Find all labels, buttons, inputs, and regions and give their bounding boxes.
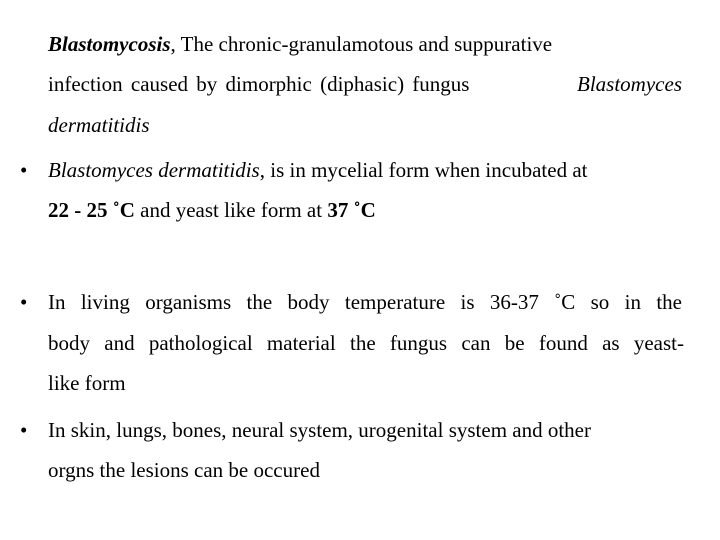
bullet-2-line-3: like form — [48, 371, 126, 395]
bullet-3-line-2: orgns the lesions can be occured — [48, 458, 320, 482]
bullet-1-line-1 — [48, 158, 587, 182]
intro-line-3-species: dermatitidis — [48, 113, 150, 137]
intro-line-2-text: infection caused by dimorphic (diphasic) fungus — [48, 72, 470, 96]
intro-line-1 — [48, 32, 552, 56]
bullet-2-marker: • — [20, 290, 28, 314]
bullet-3-marker: • — [20, 418, 28, 442]
bullet-1-temp-2: 37 ˚C — [327, 198, 376, 222]
bullet-1-line-1-text: , is in mycelial form when incubated at — [259, 158, 588, 182]
bullet-1-line-2-text: and yeast like form at — [134, 198, 328, 222]
intro-term: Blastomycosis — [48, 32, 171, 56]
bullet-3-line-1: In skin, lungs, bones, neural system, urogenital system and other — [48, 418, 591, 442]
bullet-1-line-2 — [48, 198, 376, 222]
intro-line-1-text: , The chronic-granulamotous and suppurative — [170, 32, 553, 56]
bullet-1-marker: • — [20, 158, 28, 182]
intro-line-2-species: Blastomyces — [577, 72, 682, 96]
bullet-1-temp-1: 22 - 25 ˚C — [48, 198, 135, 222]
bullet-2-line-2: body and pathological material the fungus can be found as yeast- — [48, 331, 684, 355]
intro-line-2 — [48, 72, 682, 96]
bullet-1-species: Blastomyces dermatitidis — [48, 158, 260, 182]
bullet-2-line-1: In living organisms the body temperature is 36-37 ˚C so in the — [48, 290, 682, 314]
intro-line-3 — [48, 113, 150, 137]
